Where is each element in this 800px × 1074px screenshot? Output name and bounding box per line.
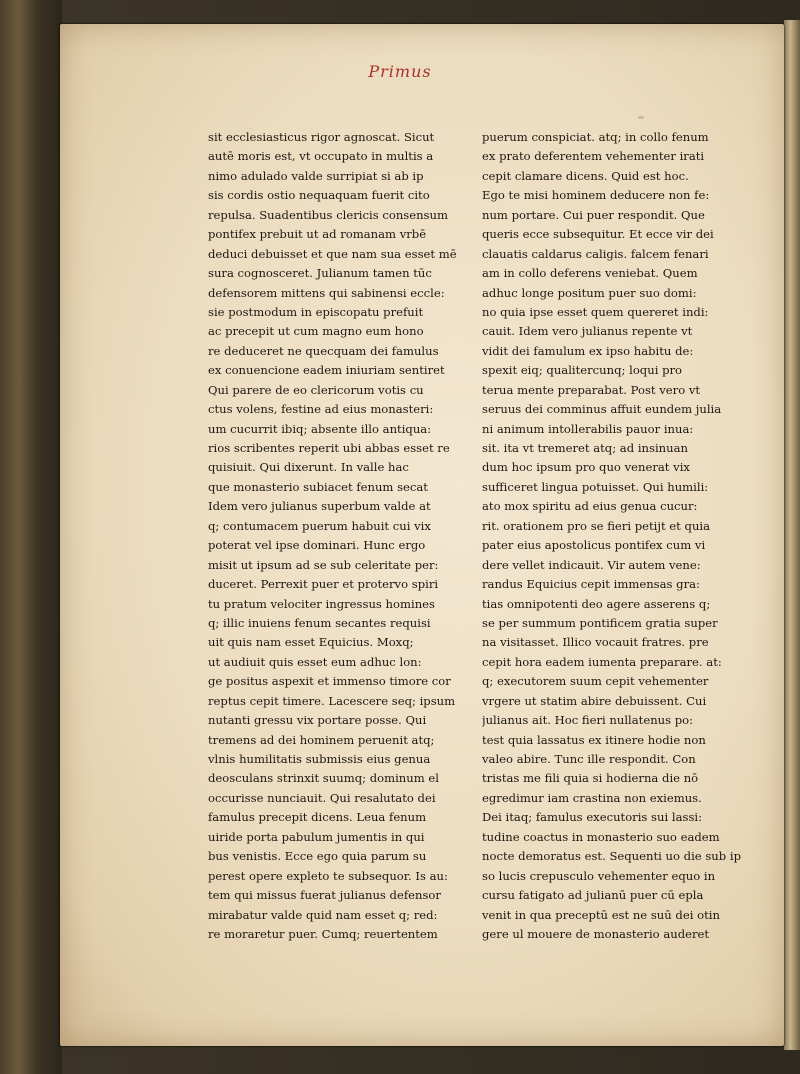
text-line: nutanti gressu vix portare posse. Qui bbox=[208, 713, 427, 728]
text-line: que monasterio subiacet fenum secat bbox=[208, 479, 428, 494]
text-line: q; contumacem puerum habuit cui vix bbox=[208, 518, 431, 533]
text-line: ctus volens, festine ad eius monasteri: bbox=[208, 402, 434, 417]
text-line: am in collo deferens veniebat. Quem bbox=[482, 266, 698, 281]
text-line: ac precepit ut cum magno eum hono bbox=[208, 324, 424, 339]
text-line: Qui parere de eo clericorum votis cu bbox=[208, 382, 424, 397]
text-line: ato mox spiritu ad eius genua cucur: bbox=[482, 499, 698, 514]
text-line: deosculans strinxit suumq; dominum el bbox=[208, 771, 439, 786]
text-line: ni animum intollerabilis pauor inua: bbox=[482, 421, 694, 436]
text-line: venit in qua preceptū est ne suū dei otin bbox=[482, 907, 720, 922]
text-line: uit quis nam esset Equicius. Moxq; bbox=[208, 635, 414, 650]
text-line: test quia lassatus ex itinere hodie non bbox=[482, 732, 706, 747]
text-line: mirabatur valde quid nam esset q; red: bbox=[208, 907, 438, 922]
text-line: rit. orationem pro se fieri petijt et quia bbox=[482, 518, 711, 533]
text-line: julianus ait. Hoc fieri nullatenus po: bbox=[482, 713, 694, 728]
text-line: perest opere expleto te subsequor. Is au: bbox=[208, 868, 448, 883]
text-line: q; executorem suum cepit vehementer bbox=[482, 674, 709, 689]
text-line: terua mente preparabat. Post vero vt bbox=[482, 382, 701, 397]
left-text-column bbox=[208, 128, 468, 944]
text-line: sufficeret lingua potuisset. Qui humili: bbox=[482, 479, 709, 494]
text-line: duceret. Perrexit puer et protervo spiri bbox=[208, 577, 439, 592]
text-line: tristas me fili quia si hodierna die nō bbox=[482, 771, 699, 786]
text-line: vrgere ut statim abire debuissent. Cui bbox=[482, 693, 707, 708]
text-line: vlnis humilitatis submissis eius genua bbox=[208, 752, 431, 766]
text-line: occurisse nunciauit. Qui resalutato dei bbox=[208, 790, 436, 805]
text-line: deduci debuisset et que nam sua esset mē bbox=[208, 246, 457, 261]
text-line: tu pratum velociter ingressus homines bbox=[208, 596, 435, 611]
text-line: repulsa. Suadentibus clericis consensum bbox=[208, 207, 448, 222]
text-line: ex prato deferentem vehementer irati bbox=[482, 149, 705, 164]
text-line: sie postmodum in episcopatu prefuit bbox=[208, 304, 424, 319]
text-line: randus Equicius cepit immensas gra: bbox=[482, 577, 700, 592]
text-line: spexit eiq; qualitercunq; loqui pro bbox=[482, 363, 683, 378]
text-line: dere vellet indicauit. Vir autem vene: bbox=[482, 557, 701, 572]
text-line: cepit clamare dicens. Quid est hoc. bbox=[482, 168, 689, 183]
text-line: dum hoc ipsum pro quo venerat vix bbox=[482, 460, 690, 475]
text-line: Ego te misi hominem deducere non fe: bbox=[482, 188, 710, 203]
text-line: Dei itaq; famulus executoris sui lassi: bbox=[482, 810, 703, 825]
text-line: poterat vel ipse dominari. Hunc ergo bbox=[208, 538, 426, 553]
text-line: cursu fatigato ad julianū puer cū epla bbox=[482, 888, 704, 903]
text-line: reptus cepit timere. Lacescere seq; ipsum bbox=[208, 693, 456, 708]
text-line: na visitasset. Illico vocauit fratres. pre bbox=[482, 635, 709, 650]
right-text-column bbox=[482, 128, 742, 944]
text-line: num portare. Cui puer respondit. Que bbox=[482, 207, 705, 222]
text-line: cepit hora eadem iumenta preparare. at: bbox=[482, 654, 722, 669]
text-line: ut audiuit quis esset eum adhuc lon: bbox=[208, 654, 422, 669]
text-line: puerum conspiciat. atq; in collo fenum bbox=[482, 130, 709, 144]
text-line: sis cordis ostio nequaquam fuerit cito bbox=[208, 188, 430, 203]
book-binding bbox=[0, 0, 62, 1074]
text-line: cauit. Idem vero julianus repente vt bbox=[482, 324, 693, 339]
running-head: Primus bbox=[368, 62, 432, 81]
text-line: pontifex prebuit ut ad romanam vrbē bbox=[208, 227, 427, 242]
text-line: rios scribentes reperit ubi abbas esset re bbox=[208, 441, 450, 455]
text-line: sit ecclesiasticus rigor agnoscat. Sicut bbox=[208, 130, 435, 144]
text-line: Idem vero julianus superbum valde at bbox=[208, 499, 431, 514]
text-line: famulus precepit dicens. Leua fenum bbox=[208, 810, 427, 825]
text-line: no quia ipse esset quem quereret indi: bbox=[482, 304, 709, 319]
text-line: nocte demoratus est. Sequenti uo die sub ip bbox=[482, 849, 741, 864]
text-line: queris ecce subsequitur. Et ecce vir dei bbox=[482, 227, 714, 242]
text-line: pater eius apostolicus pontifex cum vi bbox=[482, 538, 706, 553]
text-line: defensorem mittens qui sabinensi eccle: bbox=[208, 285, 445, 300]
text-line: ge positus aspexit et immenso timore cor bbox=[208, 674, 451, 689]
text-line: re moraretur puer. Cumq; reuertentem bbox=[208, 926, 438, 941]
text-line: egredimur iam crastina non exiemus. bbox=[482, 790, 702, 805]
text-line: vidit dei famulum ex ipso habitu de: bbox=[482, 343, 694, 358]
text-line: tremens ad dei hominem peruenit atq; bbox=[208, 732, 435, 747]
text-line: q; illic inuiens fenum secantes requisi bbox=[208, 615, 431, 630]
text-line: gere ul mouere de monasterio auderet bbox=[482, 926, 710, 941]
page-edge bbox=[784, 20, 800, 1050]
text-line: adhuc longe positum puer suo domi: bbox=[482, 285, 697, 300]
text-line: seruus dei comminus affuit eundem julia bbox=[482, 402, 722, 417]
text-line: autē moris est, vt occupato in multis a bbox=[208, 149, 434, 164]
text-line: so lucis crepusculo vehementer equo in bbox=[482, 868, 716, 883]
text-line: tem qui missus fuerat julianus defensor bbox=[208, 888, 441, 903]
text-line: clauatis caldarus caligis. falcem fenari bbox=[482, 246, 709, 261]
text-line: ex conuencione eadem iniuriam sentiret bbox=[208, 363, 445, 378]
text-line: re deduceret ne quecquam dei famulus bbox=[208, 343, 439, 358]
text-line: uiride porta pabulum jumentis in qui bbox=[208, 829, 425, 844]
text-line: se per summum pontificem gratia super bbox=[482, 615, 718, 630]
text-line: valeo abire. Tunc ille respondit. Con bbox=[482, 752, 696, 766]
text-line: sura cognosceret. Julianum tamen tūc bbox=[208, 266, 432, 281]
text-line: tias omnipotenti deo agere asserens q; bbox=[482, 596, 711, 611]
text-line: sit. ita vt tremeret atq; ad insinuan bbox=[482, 441, 688, 455]
text-line: nimo adulado valde surripiat si ab ip bbox=[208, 168, 424, 183]
text-line: um cucurrit ibiq; absente illo antiqua: bbox=[208, 421, 432, 436]
text-line: bus venistis. Ecce ego quia parum su bbox=[208, 849, 427, 864]
text-line: quisiuit. Qui dixerunt. In valle hac bbox=[208, 460, 409, 475]
text-line: misit ut ipsum ad se sub celeritate per: bbox=[208, 557, 439, 572]
text-line: tudine coactus in monasterio suo eadem bbox=[482, 829, 720, 844]
